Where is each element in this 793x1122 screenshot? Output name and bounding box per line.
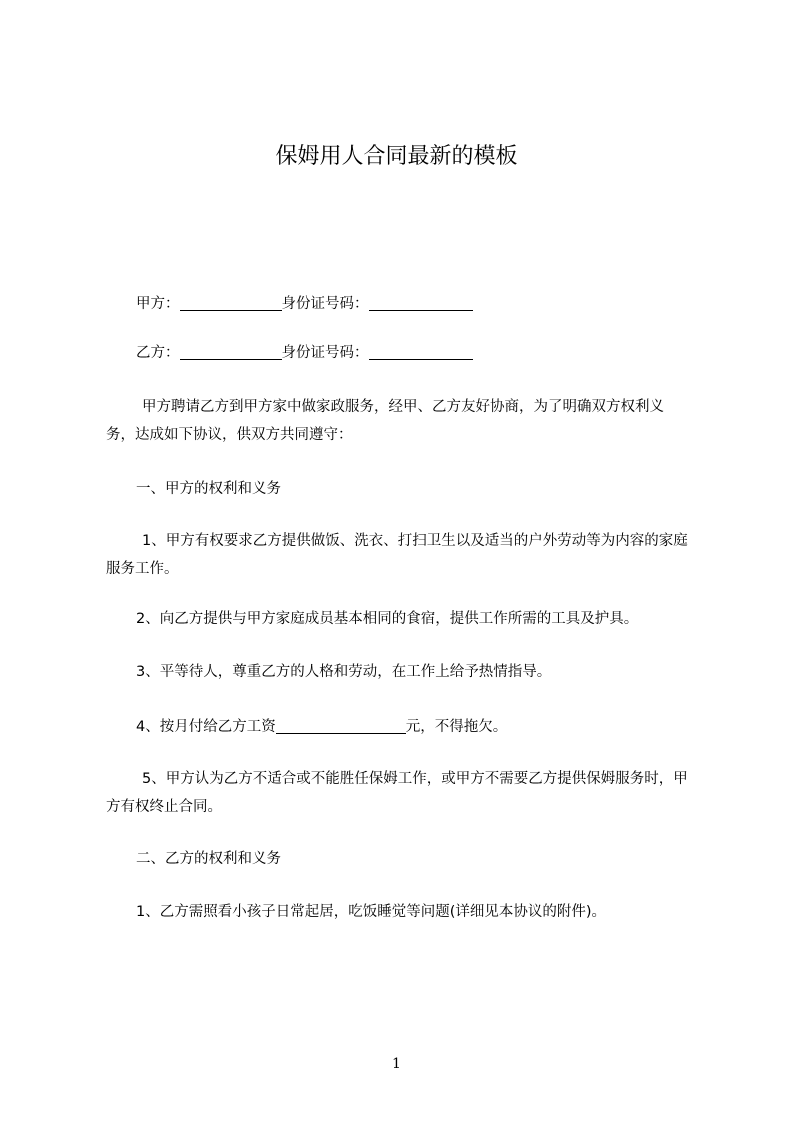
section-1-item-1: 1、甲方有权要求乙方提供做饭、洗衣、打扫卫生以及适当的户外劳动等为内容的家庭服务工作。: [106, 533, 688, 577]
party-b-line: [106, 339, 691, 367]
section-2-heading: 二、乙方的权利和义务: [136, 851, 281, 867]
party-a-label: 甲方：: [136, 296, 180, 312]
party-a-id-label: 身份证号码：: [281, 296, 369, 312]
party-b-id-label: 身份证号码：: [281, 345, 369, 361]
page-number: 1: [392, 1056, 401, 1072]
section-1-heading: 一、甲方的权利和义务: [136, 481, 281, 497]
document-title: 保姆用人合同最新的模板: [275, 144, 518, 169]
party-b-label: 乙方：: [136, 345, 180, 361]
section-1-item-3: 3、平等待人，尊重乙方的人格和劳动，在工作上给予热情指导。: [136, 664, 552, 680]
salary-blank: [276, 717, 406, 734]
salary-suffix: 元，不得拖欠。: [405, 719, 508, 735]
party-a-name-blank: [180, 294, 282, 311]
section-1-item-4: [106, 713, 691, 741]
intro-paragraph: 甲方聘请乙方到甲方家中做家政服务，经甲、乙方友好协商，为了明确双方权利义务，达成如下协议，供双方共同遵守：: [106, 399, 664, 443]
party-a-id-blank: [369, 294, 473, 311]
section-1-item-5: 5、甲方认为乙方不适合或不能胜任保姆工作，或甲方不需要乙方提供保姆服务时，甲方有权终止合同。: [106, 771, 688, 815]
salary-prefix: 4、按月付给乙方工资: [136, 719, 276, 735]
party-b-id-blank: [369, 343, 473, 360]
party-b-name-blank: [180, 343, 282, 360]
section-2-item-1: 1、乙方需照看小孩子日常起居，吃饭睡觉等问题(详细见本协议的附件)。: [136, 904, 607, 920]
party-a-line: [106, 290, 691, 318]
section-1-item-2: 2、向乙方提供与甲方家庭成员基本相同的食宿，提供工作所需的工具及护具。: [136, 611, 639, 627]
